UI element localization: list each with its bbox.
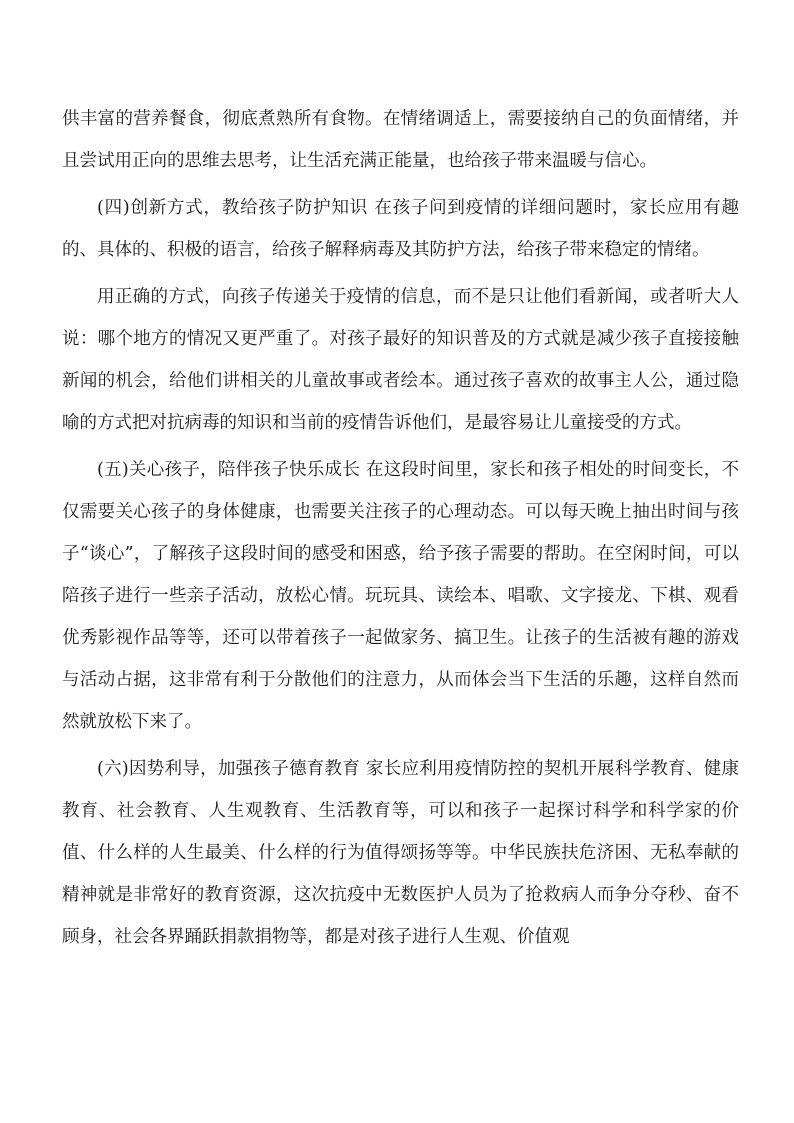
paragraph-news-guidance: 用正确的方式，向孩子传递关于疫情的信息，而不是只让他们看新闻，或者听大人说：哪个地方的情况又更严重了。对孩子最好的知识普及的方式就是减少孩子直接接触新闻的机会，给他们讲相关的儿童故事或者绘本。通过孩子喜欢的故事主人公，通过隐喻的方式把对抗病毒的知识和当前的疫情告诉他们，是最容易让儿童接受的方式。 <box>62 287 739 433</box>
paragraph-section-four: (四)创新方式，教给孩子防护知识 在孩子问到疫情的详细问题时，家长应用有趣的、具体的、积极的语言，给孩子解释病毒及其防护方法，给孩子带来稳定的情绪。 <box>62 198 739 260</box>
paragraph-continuation: 供丰富的营养餐食，彻底煮熟所有食物。在情绪调适上，需要接纳自己的负面情绪，并且尝试用正向的思维去思考，让生活充满正能量，也给孩子带来温暖与信心。 <box>62 109 739 171</box>
document-body <box>62 98 739 963</box>
paragraph-section-six: (六)因势利导，加强孩子德育教育 家长应利用疫情防控的契机开展科学教育、健康教育、社会教育、人生观教育、生活教育等，可以和孩子一起探讨科学和科学家的价值、什么样的人生最美、什么样的行为值得颂扬等等。中华民族扶危济困、无私奉献的精神就是非常好的教育资源，这次抗疫中无数医护人员为了抢救病人而争分夺秒、奋不顾身，社会各界踊跃捐款捐物等，都是对孩子进行人生观、价值观 <box>62 759 739 947</box>
paragraph-section-five: (五)关心孩子，陪伴孩子快乐成长 在这段时间里，家长和孩子相处的时间变长，不仅需要关心孩子的身体健康，也需要关注孩子的心理动态。可以每天晚上抽出时间与孩子“谈心”，了解孩子这段时间的感受和困惑，给予孩子需要的帮助。在空闲时间，可以陪孩子进行一些亲子活动，放松心情。玩玩具、读绘本、唱歌、文字接龙、下棋、观看优秀影视作品等等，还可以带着孩子一起做家务、搞卫生。让孩子的生活被有趣的游戏与活动占据，这非常有利于分散他们的注意力，从而体会当下生活的乐趣，这样自然而然就放松下来了。 <box>62 460 739 732</box>
